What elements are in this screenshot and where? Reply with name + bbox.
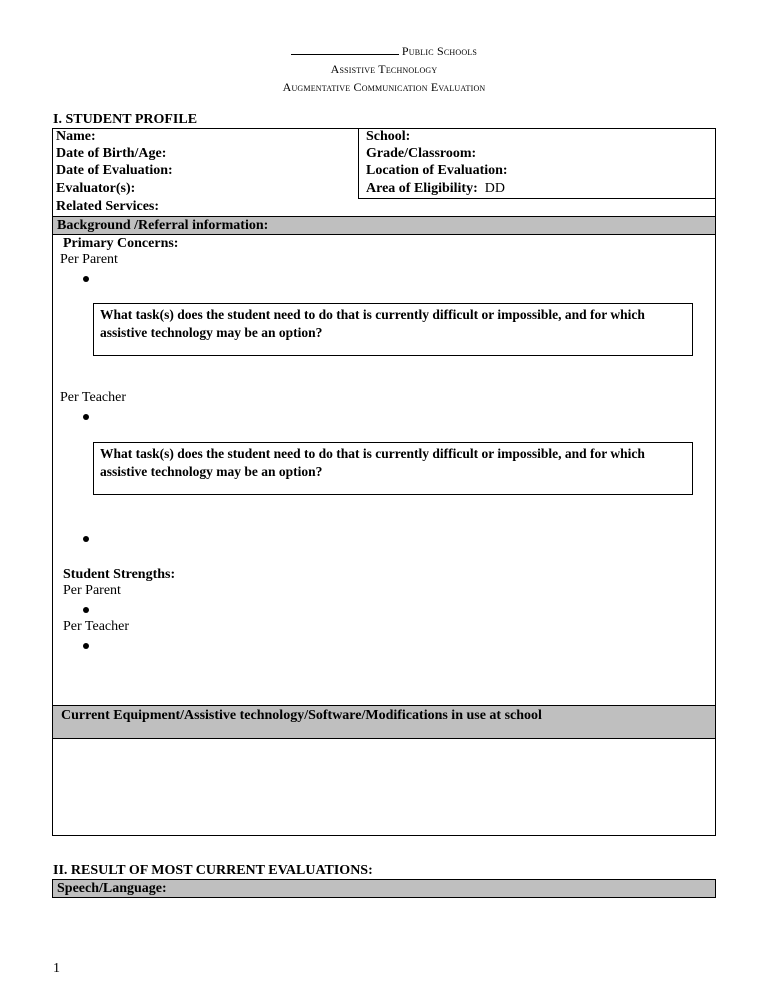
bullet — [83, 276, 89, 282]
eligibility-value: DD — [484, 181, 505, 196]
location-label: Location of Evaluation: — [366, 163, 508, 178]
eligibility-row: Area of Eligibility: DD — [366, 181, 505, 196]
bullet — [83, 414, 89, 420]
equipment-header: Current Equipment/Assistive technology/Software/Modifications in use at school — [52, 705, 716, 739]
per-teacher-label: Per Teacher — [60, 390, 127, 405]
primary-concerns-label: Primary Concerns: — [63, 236, 179, 251]
strengths-per-parent-label: Per Parent — [63, 583, 121, 598]
name-label: Name: — [56, 129, 96, 144]
dob-label: Date of Birth/Age: — [56, 146, 167, 161]
section-2-title: II. RESULT OF MOST CURRENT EVALUATIONS: — [53, 863, 373, 878]
task-question-box-parent: What task(s) does the student need to do that is currently difficult or impossible, and for which assistive technology may be an option? — [93, 303, 693, 356]
eval-date-label: Date of Evaluation: — [56, 163, 173, 178]
strengths-per-teacher-label: Per Teacher — [63, 619, 130, 634]
background-header: Background /Referral information: — [52, 216, 716, 235]
school-name-blank — [291, 44, 399, 55]
speech-language-header: Speech/Language: — [52, 879, 716, 898]
evaluators-label: Evaluator(s): — [56, 181, 136, 196]
bullet — [83, 607, 89, 613]
strengths-label: Student Strengths: — [63, 567, 176, 582]
grade-label: Grade/Classroom: — [366, 146, 477, 161]
column-divider — [358, 128, 359, 198]
page-number: 1 — [53, 961, 60, 976]
right-column-bottom — [358, 198, 715, 199]
task-question-box-teacher: What task(s) does the student need to do that is currently difficult or impossible, and for which assistive technology may be an option? — [93, 442, 693, 495]
school-label: School: — [366, 129, 411, 144]
header-form-name: Augmentative Communication Evaluation — [282, 80, 486, 94]
per-parent-label: Per Parent — [60, 252, 118, 267]
header-title: Public Schools — [0, 44, 768, 59]
header-subtitle: Assistive Technology — [330, 62, 438, 76]
section-1-title: I. STUDENT PROFILE — [53, 112, 198, 127]
related-services-label: Related Services: — [56, 199, 160, 214]
bullet — [83, 536, 89, 542]
bullet — [83, 643, 89, 649]
